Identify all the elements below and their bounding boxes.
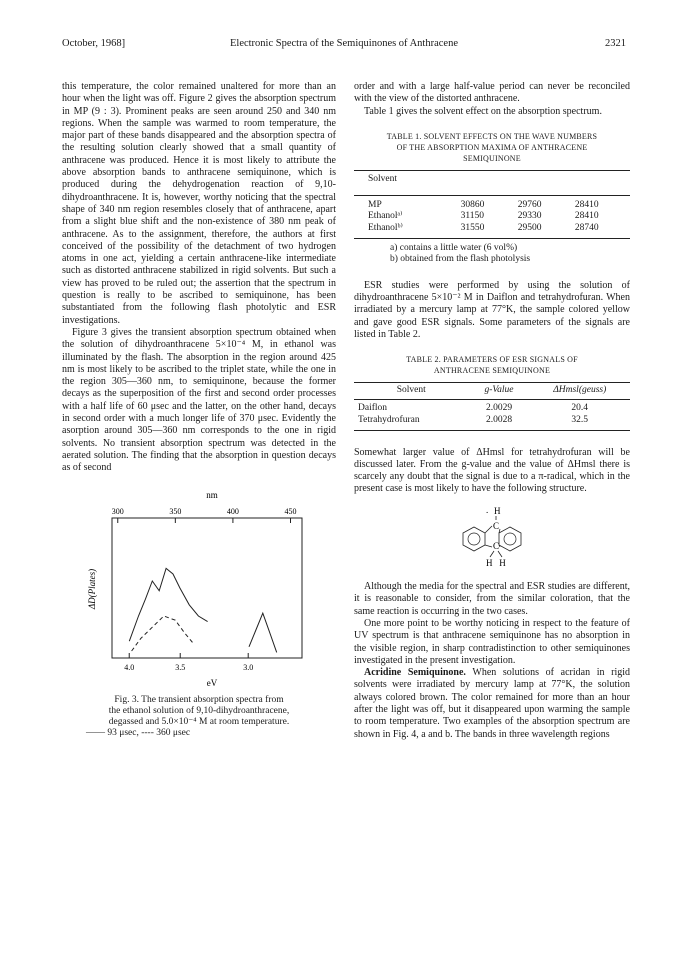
table-cell: 28740: [573, 223, 630, 238]
table-1-caption-line: TABLE 1. SOLVENT EFFECTS ON THE WAVE NUMBERS: [386, 131, 598, 141]
table-cell: 2.0028: [469, 415, 530, 430]
bottom-tick-label: 4.0: [124, 662, 135, 672]
table-header-solvent: Solvent: [354, 170, 630, 195]
top-tick-label: 400: [226, 506, 239, 516]
series-group: [129, 568, 276, 652]
ring-aromatic-circle: [504, 533, 516, 545]
table-1-caption-line: SEMIQUINONE: [463, 153, 521, 163]
table-header-row: [354, 383, 630, 400]
plot-frame: [112, 518, 302, 658]
ring-aromatic-circle: [468, 533, 480, 545]
table-cell: 29500: [516, 223, 573, 238]
bond: [485, 545, 492, 547]
table-2-caption: [354, 354, 630, 376]
table-header-cell: Solvent: [354, 383, 469, 400]
bottom-tick-label: 3.5: [175, 662, 186, 672]
table-2-caption-line: TABLE 2. PARAMETERS OF ESR SIGNALS OF: [406, 355, 578, 365]
table-cell: 29330: [517, 211, 542, 222]
table-row: [354, 415, 630, 430]
running-header: [62, 38, 626, 54]
caption-line: —— 93 μsec, ---- 360 μsec: [86, 728, 191, 739]
atom-label-c: C: [493, 540, 500, 551]
top-axis-label: nm: [206, 489, 218, 500]
table-header-cell: g-Value: [469, 383, 530, 400]
table-cell: MP: [368, 199, 382, 210]
right-column: [354, 81, 630, 741]
table-1-footnotes: [354, 243, 630, 266]
top-tick-label: 350: [169, 506, 182, 516]
table-cell: 2.0029: [485, 402, 513, 413]
table-1-caption-line: OF THE ABSORPTION MAXIMA OF ANTHRACENE: [396, 142, 588, 152]
table-row: [354, 399, 630, 414]
table-cell: 20.4: [571, 402, 589, 413]
bond: [498, 551, 502, 557]
table-cell: 28410: [574, 199, 599, 210]
bond: [490, 551, 494, 557]
left-paragraph-2: Figure 3 gives the transient absorption spectrum obtained when the solution of dihydroanthracene 5×10⁻⁴ M, in ethanol was illuminated by the flash. The absorption in the region around 425 nm is most likely to be ascribed to the triplet state, while the one in the region 305—360 nm, to semiquinone, because the former decays as the superposition of the first and second order processes with a half life of 60 μsec and the latter, on the other hand, decays in second order with a much longer life of 370 μsec. Evidently the asorption around 305—360 nm corresponds to the one in rigid solvents. No transient absorption spectrum was detected in the aerated solution. The finding that the absorption in question decays as of second: [62, 326, 336, 474]
atom-label-h-pair: H H: [486, 557, 506, 568]
table-header-cell: ΔHmsl(geuss): [529, 383, 630, 400]
footnote-a: a) contains a little water (6 vol%): [390, 243, 518, 254]
bond: [485, 526, 492, 533]
table-cell: Ethanolᵃ⁾: [368, 211, 403, 222]
table-cell: Daiflon: [358, 402, 388, 413]
section-heading: Acridine Semiquinone.: [364, 667, 466, 679]
caption-line: degassed and 5.0×10⁻⁴ M at room temperature.: [108, 717, 290, 728]
footnote-b: b) obtained from the flash photolysis: [390, 254, 531, 265]
table-cell: 32.5: [529, 415, 630, 430]
right-paragraph-3: ESR studies were performed by using the solution of dihydroanthracene 5×10⁻² M in Daiflon and tetrahydrofuran. When irradiated by a mercury lamp at 77°K, the sample colored yellow and gave good ESR signals. Some parameters of the signals are listed in Table 2.: [354, 279, 630, 340]
series-93-usec: [129, 568, 207, 641]
right-paragraph-5: Although the media for the spectral and ESR studies are different, it is reasonable to consider, from the similar coloration, that the same reaction is occurring in the two cases.: [354, 581, 630, 617]
paragraph-body: When solutions of acridan in rigid solvents were irradiated by mercury lamp at 77°K, the solution always colored brown. The color remained for more than an hour after the light was off, but it disappeared upon warming the sample to room temperature. Two examples of the absorption spectrum are shown in Fig. 4, a and b. The bands in three wavelength regions: [354, 667, 631, 740]
table-cell: 28410: [574, 211, 599, 222]
table-cell: Tetrahydrofuran: [354, 415, 469, 430]
table-cell: Ethanolᵇ⁾: [354, 223, 459, 238]
left-column: [62, 81, 336, 741]
figure-3-caption: [62, 695, 336, 740]
table-row: [354, 195, 630, 211]
benzene-ring-left: [463, 527, 485, 551]
header-title: Electronic Spectra of the Semiquinones of Anthracene: [229, 38, 458, 49]
y-axis-label: ΔD(Plates): [87, 568, 97, 609]
table-row: [354, 223, 630, 238]
figure-3: [62, 489, 336, 741]
table-row: [354, 211, 630, 223]
axis-ticks: [118, 518, 291, 658]
table-cell: 31550: [459, 223, 516, 238]
radical-dot: .: [486, 504, 489, 515]
table-2-caption-line: ANTHRACENE SEMIQUINONE: [433, 366, 551, 376]
header-page-number: 2321: [605, 38, 626, 49]
chemical-structure: [354, 505, 630, 573]
bottom-tick-label: 3.0: [243, 662, 254, 672]
header-date: October, 1968]: [62, 38, 126, 49]
right-paragraph-7: [354, 667, 630, 741]
atom-label-h: H: [494, 505, 501, 516]
table-2: [354, 382, 630, 430]
table-cell: 29760: [517, 199, 542, 210]
semiquinone-structure-drawing: [452, 505, 532, 569]
series-triplet-band: [249, 613, 277, 652]
atom-label-c: C: [493, 520, 500, 531]
top-tick-label: 450: [284, 506, 297, 516]
top-tick-label: 300: [111, 506, 124, 516]
table-1-caption: [354, 131, 630, 164]
right-paragraph-1: order and with a large half-value period can never be reconciled with the view of the distorted anthracene.: [354, 81, 630, 105]
right-paragraph-4: Somewhat larger value of ΔHmsl for tetrahydrofuran will be discussed later. From the g-value and the value of ΔHmsl there is scarcely any doubt that the signal is due to a π-radical, which in the present case is most likely to have the following structure.: [354, 446, 630, 495]
right-paragraph-2: Table 1 gives the solvent effect on the absorption spectrum.: [364, 105, 602, 117]
caption-line: Fig. 3. The transient absorption spectra from: [114, 694, 284, 705]
table-cell: 31150: [460, 211, 485, 222]
benzene-ring-right: [499, 527, 521, 551]
table-cell: 30860: [460, 199, 485, 210]
bottom-axis-label: eV: [206, 677, 218, 688]
right-paragraph-6: One more point to be worthy noticing in respect to the feature of UV spectrum is that anthracene semiquinone has no absorption in the visible region, in sharp contradistinction to other semiquinones investigated in the present investigation.: [354, 617, 630, 666]
left-paragraph-1: this temperature, the color remained unaltered for more than an hour when the light was off. Figure 2 gives the absorption spectrum in MP (9 : 3). Prominent peaks are seen around 250 and 340 nm regions. When the sample was warmed to room temperature, the major part of these bands disappeared and the absorption spectra of the resulting solution clearly showed that a small quantity of anthracene was produced. Hence it is most likely to attribute the above absorption bands to anthracene semiquinone, which is produced during the dehydrogenation reaction of 9,10-dihydroanthracene. It is, however, worthy noticing that the spectral shape of 340 nm region resembles closely that of anthracene, apart from a slight blue shift and the non-existence of 380 nm peak of anthracene. As to the assignment, therefore, the authors at first conceived of the possibility of the detachment of two hydrogen atoms in one act, yielding a certain anthracene-like intermediate such as distorted anthracene stabilized in rigid solvents. But such a view has proved to be ruled out; the assertion that the spectrum in question is really to be ascribed to semiquinone, has been substantiated from the following flash photolytic and ESR investigations.: [62, 81, 336, 326]
figure-3-chart: [62, 489, 336, 689]
series-360-usec: [132, 616, 194, 651]
table-1: [354, 170, 630, 239]
caption-line: the ethanol solution of 9,10-dihydroanthracene,: [108, 705, 290, 716]
table-header-row: [354, 170, 630, 195]
